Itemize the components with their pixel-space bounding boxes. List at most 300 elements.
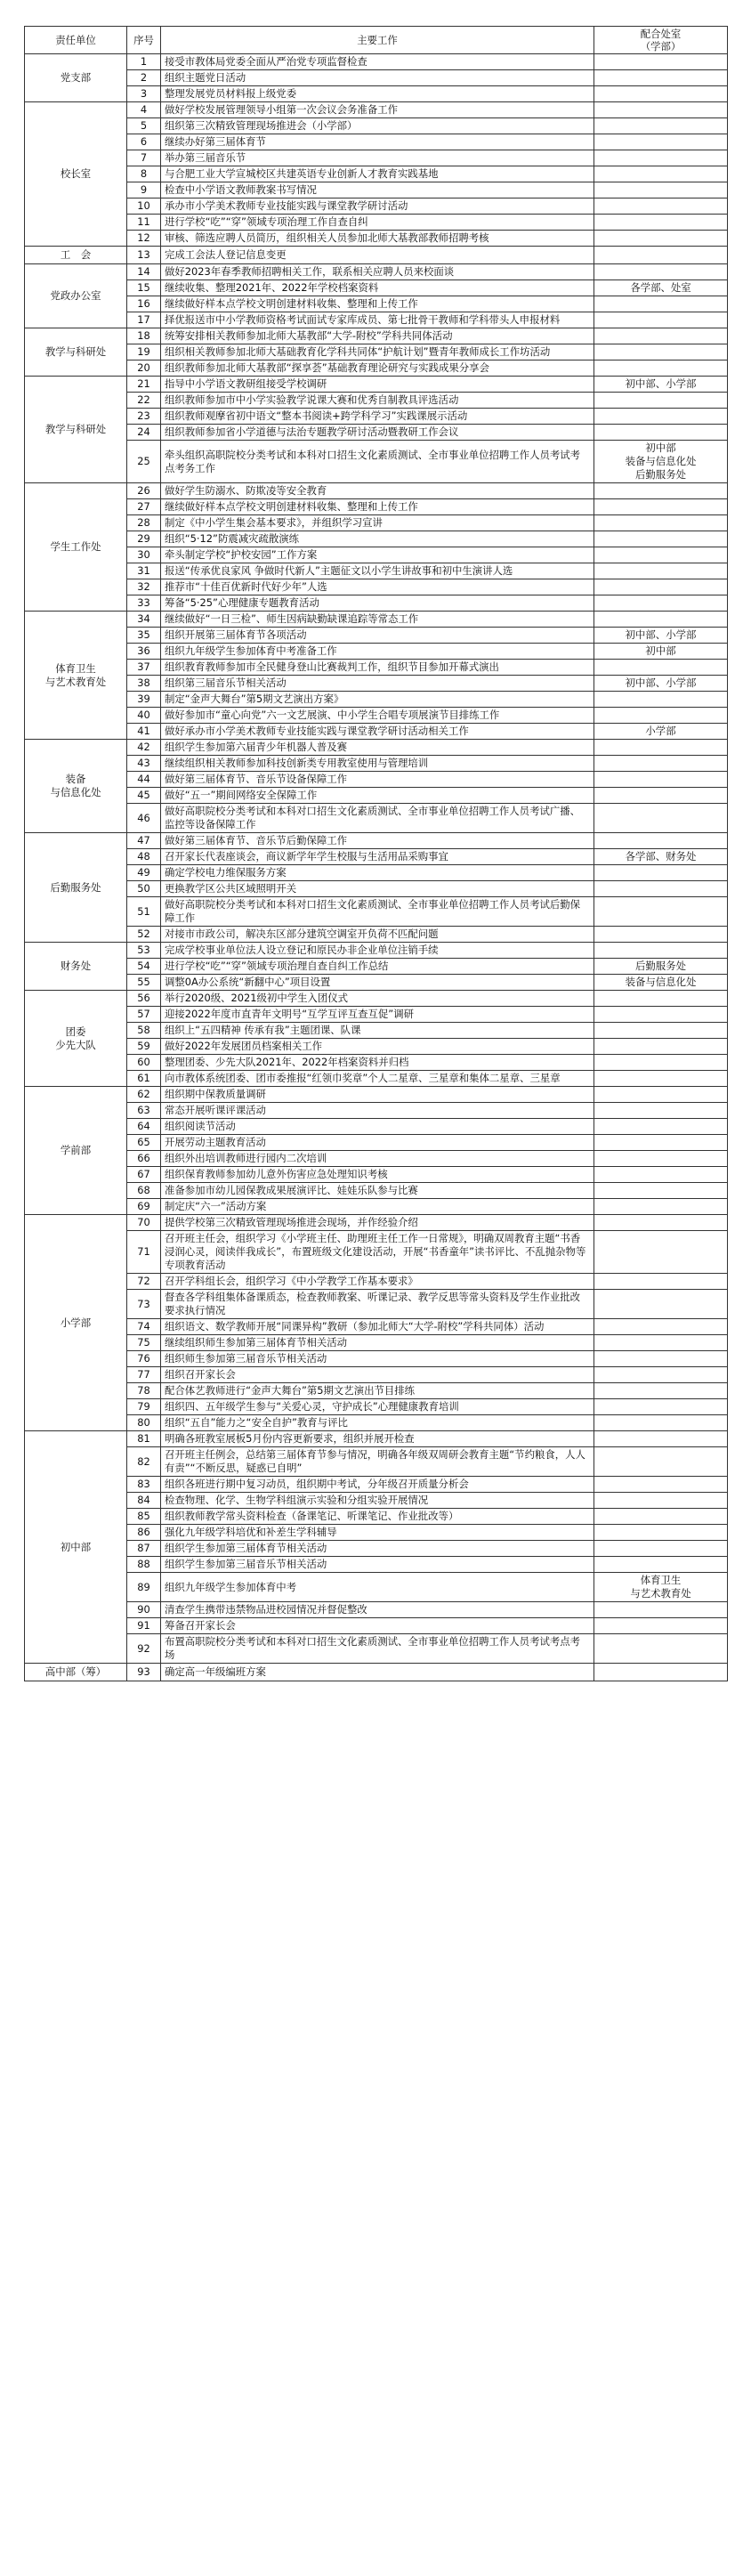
work-item: 组织九年级学生参加体育中考 (161, 1573, 594, 1602)
row-number: 23 (127, 409, 161, 425)
assist-dept (594, 1007, 728, 1023)
assist-dept (594, 1383, 728, 1399)
header-assist: 配合处室 （学部） (594, 27, 728, 54)
assist-dept (594, 1509, 728, 1525)
work-item: 组织语文、数学教师开展“同课异构”教研（参加北师大“大学-附校”学科共同体）活动 (161, 1319, 594, 1335)
assist-dept: 初中部、小学部 (594, 676, 728, 692)
row-number: 89 (127, 1573, 161, 1602)
work-item: 召开班主任会，组织学习《小学班主任、助理班主任工作一日常规》，明确双周教育主题“书香浸润心灵，阅读伴我成长”，布置班级文化建设活动，开展“书香童年”读书评比、不乱抛杂物等专项教育活动 (161, 1231, 594, 1274)
table-row (25, 708, 728, 724)
row-number: 4 (127, 102, 161, 118)
work-item: 组织教师观摩省初中语文“整本书阅读+跨学科学习”实践课展示活动 (161, 409, 594, 425)
row-number: 22 (127, 393, 161, 409)
work-item: 清查学生携带违禁物品进校园情况并督促整改 (161, 1602, 594, 1618)
table-row (25, 1087, 728, 1103)
work-item: 做好承办市小学美术教师专业技能实践与课堂教学研讨活动相关工作 (161, 724, 594, 740)
row-number: 76 (127, 1351, 161, 1367)
work-item: 督查各学科组集体备课质态，检查教师教案、听课记录、教学反思等常头资料及学生作业批改要求执行情况 (161, 1290, 594, 1319)
assist-dept (594, 247, 728, 264)
table-row (25, 628, 728, 644)
work-item: 做好第三届体育节、音乐节设备保障工作 (161, 772, 594, 788)
row-number: 43 (127, 756, 161, 772)
row-number: 73 (127, 1290, 161, 1319)
assist-dept (594, 1231, 728, 1274)
row-number: 93 (127, 1664, 161, 1681)
assist-dept (594, 1135, 728, 1151)
assist-dept (594, 166, 728, 182)
row-number: 7 (127, 150, 161, 166)
work-item: 与合肥工业大学宣城校区共建英语专业创新人才教育实践基地 (161, 166, 594, 182)
work-item: 制定“金声大舞台”第5期文艺演出方案》 (161, 692, 594, 708)
table-row (25, 1351, 728, 1367)
row-number: 3 (127, 86, 161, 102)
row-number: 92 (127, 1634, 161, 1664)
assist-dept (594, 897, 728, 927)
work-item: 组织“五自”能力之“安全自护”教育与评比 (161, 1415, 594, 1431)
table-row (25, 1431, 728, 1447)
table-row (25, 1151, 728, 1167)
row-number: 82 (127, 1447, 161, 1477)
table-row (25, 547, 728, 563)
table-row (25, 1415, 728, 1431)
table-row (25, 1231, 728, 1274)
table-row (25, 247, 728, 264)
row-number: 62 (127, 1087, 161, 1103)
row-number: 83 (127, 1477, 161, 1493)
table-row (25, 1664, 728, 1681)
row-number: 26 (127, 483, 161, 499)
table-row (25, 833, 728, 849)
work-item: 做好“五一”期间网络安全保障工作 (161, 788, 594, 804)
table-row (25, 118, 728, 134)
assist-dept (594, 134, 728, 150)
table-row (25, 328, 728, 344)
assist-dept (594, 1274, 728, 1290)
row-number: 51 (127, 897, 161, 927)
work-item: 整理发展党员材料报上级党委 (161, 86, 594, 102)
work-item: 继续做好样本点学校文明创建材料收集、整理和上传工作 (161, 296, 594, 312)
work-item: 推荐市“十佳百优新时代好少年”人选 (161, 579, 594, 595)
table-body (25, 54, 728, 1681)
table-row (25, 579, 728, 595)
assist-dept (594, 833, 728, 849)
row-number: 9 (127, 182, 161, 198)
assist-dept (594, 756, 728, 772)
assist-dept (594, 328, 728, 344)
row-number: 14 (127, 264, 161, 280)
row-number: 78 (127, 1383, 161, 1399)
table-row (25, 1383, 728, 1399)
table-row (25, 393, 728, 409)
assist-dept (594, 1039, 728, 1055)
assist-dept (594, 692, 728, 708)
work-item: 确定学校电力维保服务方案 (161, 865, 594, 881)
row-number: 55 (127, 975, 161, 991)
work-item: 组织教师教学常头资料检查（备课笔记、听课笔记、作业批改等） (161, 1509, 594, 1525)
assist-dept (594, 595, 728, 612)
assist-dept (594, 1071, 728, 1087)
unit-cell: 团委 少先大队 (25, 991, 127, 1087)
table-row (25, 1071, 728, 1087)
work-item: 明确各班教室展板5月份内容更新要求，组织并展开检查 (161, 1431, 594, 1447)
table-row (25, 360, 728, 377)
assist-dept (594, 312, 728, 328)
assist-dept (594, 182, 728, 198)
assist-dept (594, 296, 728, 312)
assist-dept (594, 1525, 728, 1541)
table-row (25, 198, 728, 215)
work-item: 向市教体系统团委、团市委推报“红领巾奖章”个人二星章、三星章和集体二星章、三星章 (161, 1071, 594, 1087)
table-row (25, 515, 728, 531)
row-number: 39 (127, 692, 161, 708)
work-item: 做好学校发展管理领导小组第一次会议会务准备工作 (161, 102, 594, 118)
row-number: 27 (127, 499, 161, 515)
table-row (25, 1103, 728, 1119)
table-row (25, 772, 728, 788)
row-number: 71 (127, 1231, 161, 1274)
row-number: 25 (127, 441, 161, 483)
assist-dept (594, 881, 728, 897)
unit-cell: 高中部（筹） (25, 1664, 127, 1681)
row-number: 8 (127, 166, 161, 182)
table-row (25, 1399, 728, 1415)
work-item: 做好2022年发展团员档案相关工作 (161, 1039, 594, 1055)
work-item: 做好高职院校分类考试和本科对口招生文化素质测试、全市事业单位招聘工作人员考试广播、监控等设备保障工作 (161, 804, 594, 833)
assist-dept (594, 788, 728, 804)
row-number: 31 (127, 563, 161, 579)
work-item: 迎接2022年度市直青年文明号“互学互评互查互促”调研 (161, 1007, 594, 1023)
work-item: 组织第三次精致管理现场推进会（小学部） (161, 118, 594, 134)
work-item: 提供学校第三次精致管理现场推进会现场，并作经验介绍 (161, 1215, 594, 1231)
table-row (25, 1039, 728, 1055)
table-row (25, 150, 728, 166)
assist-dept (594, 1055, 728, 1071)
assist-dept (594, 515, 728, 531)
work-item: 进行学校“吃”“穿”领域专项治理自查自纠工作总结 (161, 959, 594, 975)
work-item: 继续做好样本点学校文明创建材料收集、整理和上传工作 (161, 499, 594, 515)
row-number: 84 (127, 1493, 161, 1509)
table-row (25, 531, 728, 547)
row-number: 56 (127, 991, 161, 1007)
assist-dept: 初中部、小学部 (594, 628, 728, 644)
header-num: 序号 (127, 27, 161, 54)
row-number: 63 (127, 1103, 161, 1119)
row-number: 6 (127, 134, 161, 150)
assist-dept (594, 150, 728, 166)
row-number: 88 (127, 1557, 161, 1573)
table-row (25, 1447, 728, 1477)
assist-dept (594, 1367, 728, 1383)
work-item: 做好2023年春季教师招聘相关工作，联系相关应聘人员来校面谈 (161, 264, 594, 280)
table-row (25, 1602, 728, 1618)
row-number: 13 (127, 247, 161, 264)
work-item: 做好第三届体育节、音乐节后勤保障工作 (161, 833, 594, 849)
work-item: 组织学生参加第三届音乐节相关活动 (161, 1557, 594, 1573)
row-number: 11 (127, 215, 161, 231)
row-number: 77 (127, 1367, 161, 1383)
unit-cell: 小学部 (25, 1215, 127, 1431)
assist-dept (594, 54, 728, 70)
row-number: 57 (127, 1007, 161, 1023)
table-row (25, 756, 728, 772)
work-item: 检查物理、化学、生物学科组演示实验和分组实验开展情况 (161, 1493, 594, 1509)
assist-dept (594, 1602, 728, 1618)
row-number: 32 (127, 579, 161, 595)
work-item: 继续做好“一日三检”、师生因病缺勤缺课追踪等常态工作 (161, 612, 594, 628)
work-item: 做好参加市“童心向党”六一文艺展演、中小学生合唱专项展演节目排练工作 (161, 708, 594, 724)
assist-dept (594, 1119, 728, 1135)
assist-dept (594, 943, 728, 959)
work-item: 制定《中小学生集会基本要求》，并组织学习宣讲 (161, 515, 594, 531)
assist-dept (594, 1199, 728, 1215)
table-row (25, 312, 728, 328)
assist-dept (594, 344, 728, 360)
row-number: 12 (127, 231, 161, 247)
row-number: 42 (127, 740, 161, 756)
unit-cell: 教学与科研处 (25, 328, 127, 377)
assist-dept (594, 660, 728, 676)
row-number: 68 (127, 1183, 161, 1199)
work-item: 继续组织师生参加第三届体育节相关活动 (161, 1335, 594, 1351)
table-row (25, 264, 728, 280)
assist-dept (594, 215, 728, 231)
table-row (25, 1634, 728, 1664)
assist-dept (594, 360, 728, 377)
table-row (25, 441, 728, 483)
table-header-row (25, 27, 728, 54)
work-item: 组织教师参加市中小学实验教学说课大赛和优秀自制教具评选活动 (161, 393, 594, 409)
table-row (25, 409, 728, 425)
row-number: 70 (127, 1215, 161, 1231)
work-item: 择优报送市中小学教师资格考试面试专家库成员、第七批骨干教师和学科带头人申报材料 (161, 312, 594, 328)
assist-dept (594, 425, 728, 441)
assist-dept (594, 547, 728, 563)
work-item: 牵头组织高职院校分类考试和本科对口招生文化素质测试、全市事业单位招聘工作人员考试考点考务工作 (161, 441, 594, 483)
assist-dept (594, 991, 728, 1007)
work-item: 组织教师参加北师大基教部“探享荟”基础教育理论研究与实践成果分享会 (161, 360, 594, 377)
unit-cell: 体育卫生 与艺术教育处 (25, 612, 127, 740)
work-item: 完成工会法人登记信息变更 (161, 247, 594, 264)
table-row (25, 102, 728, 118)
work-item: 报送“传承优良家风 争做时代新人”主题征文以小学生讲故事和初中生演讲人选 (161, 563, 594, 579)
row-number: 28 (127, 515, 161, 531)
table-row (25, 897, 728, 927)
work-item: 组织保育教师参加幼儿意外伤害应急处理知识考核 (161, 1167, 594, 1183)
table-row (25, 1335, 728, 1351)
work-item: 准备参加市幼儿园保教成果展演评比、娃娃乐队参与比赛 (161, 1183, 594, 1199)
assist-dept (594, 264, 728, 280)
work-plan-table (24, 26, 728, 1681)
work-item: 完成学校事业单位法人设立登记和原民办非企业单位注销手续 (161, 943, 594, 959)
assist-dept (594, 1477, 728, 1493)
table-row (25, 881, 728, 897)
header-unit: 责任单位 (25, 27, 127, 54)
table-row (25, 804, 728, 833)
assist-dept (594, 1431, 728, 1447)
work-item: 组织九年级学生参加体育中考准备工作 (161, 644, 594, 660)
assist-dept (594, 1183, 728, 1199)
table-row (25, 595, 728, 612)
table-row (25, 483, 728, 499)
work-item: 召开家长代表座谈会，商议新学年学生校服与生活用品采购事宜 (161, 849, 594, 865)
assist-dept (594, 927, 728, 943)
row-number: 10 (127, 198, 161, 215)
table-row (25, 1007, 728, 1023)
work-item: 组织各班进行期中复习动员，组织期中考试，分年级召开质量分析会 (161, 1477, 594, 1493)
row-number: 65 (127, 1135, 161, 1151)
table-row (25, 1367, 728, 1383)
work-item: 组织学生参加第三届体育节相关活动 (161, 1541, 594, 1557)
row-number: 85 (127, 1509, 161, 1525)
table-row (25, 1135, 728, 1151)
assist-dept (594, 531, 728, 547)
table-row (25, 1290, 728, 1319)
table-row (25, 975, 728, 991)
table-row (25, 1557, 728, 1573)
unit-cell: 党支部 (25, 54, 127, 102)
table-row (25, 182, 728, 198)
work-item: 承办市小学美术教师专业技能实践与课堂教学研讨活动 (161, 198, 594, 215)
assist-dept (594, 102, 728, 118)
assist-dept (594, 1023, 728, 1039)
assist-dept (594, 1664, 728, 1681)
work-item: 组织“5·12”防震减灾疏散演练 (161, 531, 594, 547)
row-number: 18 (127, 328, 161, 344)
work-item: 组织阅读节活动 (161, 1119, 594, 1135)
assist-dept (594, 1335, 728, 1351)
row-number: 53 (127, 943, 161, 959)
work-item: 确定高一年级编班方案 (161, 1664, 594, 1681)
assist-dept: 各学部、财务处 (594, 849, 728, 865)
assist-dept (594, 708, 728, 724)
row-number: 72 (127, 1274, 161, 1290)
assist-dept (594, 409, 728, 425)
assist-dept: 各学部、处室 (594, 280, 728, 296)
row-number: 66 (127, 1151, 161, 1167)
table-row (25, 1167, 728, 1183)
row-number: 44 (127, 772, 161, 788)
table-row (25, 1573, 728, 1602)
table-row (25, 1541, 728, 1557)
work-item: 布置高职院校分类考试和本科对口招生文化素质测试、全市事业单位招聘工作人员考试考点考场 (161, 1634, 594, 1664)
assist-dept (594, 579, 728, 595)
assist-dept: 装备与信息化处 (594, 975, 728, 991)
assist-dept: 体育卫生 与艺术教育处 (594, 1573, 728, 1602)
work-item: 组织第三届音乐节相关活动 (161, 676, 594, 692)
table-row (25, 425, 728, 441)
row-number: 29 (127, 531, 161, 547)
table-row (25, 991, 728, 1007)
row-number: 30 (127, 547, 161, 563)
assist-dept (594, 804, 728, 833)
assist-dept (594, 1103, 728, 1119)
assist-dept (594, 1087, 728, 1103)
work-item: 组织师生参加第三届音乐节相关活动 (161, 1351, 594, 1367)
assist-dept (594, 1319, 728, 1335)
row-number: 50 (127, 881, 161, 897)
assist-dept (594, 1618, 728, 1634)
row-number: 20 (127, 360, 161, 377)
row-number: 86 (127, 1525, 161, 1541)
assist-dept (594, 231, 728, 247)
table-row (25, 788, 728, 804)
row-number: 80 (127, 1415, 161, 1431)
row-number: 75 (127, 1335, 161, 1351)
table-row (25, 660, 728, 676)
assist-dept (594, 393, 728, 409)
row-number: 81 (127, 1431, 161, 1447)
assist-dept (594, 1415, 728, 1431)
work-item: 组织期中保教质量调研 (161, 1087, 594, 1103)
work-item: 组织相关教师参加北师大基础教育化学科共同体“护航计划”暨青年教师成长工作坊活动 (161, 344, 594, 360)
table-row (25, 865, 728, 881)
row-number: 33 (127, 595, 161, 612)
assist-dept (594, 772, 728, 788)
row-number: 58 (127, 1023, 161, 1039)
row-number: 49 (127, 865, 161, 881)
row-number: 47 (127, 833, 161, 849)
table-row (25, 563, 728, 579)
work-item: 筹备召开家长会 (161, 1618, 594, 1634)
row-number: 46 (127, 804, 161, 833)
assist-dept (594, 740, 728, 756)
work-item: 检查中小学语文教师教案书写情况 (161, 182, 594, 198)
row-number: 91 (127, 1618, 161, 1634)
row-number: 15 (127, 280, 161, 296)
row-number: 36 (127, 644, 161, 660)
work-item: 开展劳动主题教育活动 (161, 1135, 594, 1151)
work-item: 召开学科组长会，组织学习《中小学教学工作基本要求》 (161, 1274, 594, 1290)
row-number: 64 (127, 1119, 161, 1135)
row-number: 69 (127, 1199, 161, 1215)
work-item: 制定庆“六一”活动方案 (161, 1199, 594, 1215)
table-row (25, 644, 728, 660)
assist-dept (594, 483, 728, 499)
table-row (25, 215, 728, 231)
row-number: 90 (127, 1602, 161, 1618)
table-row (25, 959, 728, 975)
assist-dept: 初中部 (594, 644, 728, 660)
row-number: 74 (127, 1319, 161, 1335)
work-item: 进行学校“吃”“穿”领域专项治理工作自查自纠 (161, 215, 594, 231)
work-item: 组织主题党日活动 (161, 70, 594, 86)
table-row (25, 1509, 728, 1525)
row-number: 67 (127, 1167, 161, 1183)
table-row (25, 1493, 728, 1509)
unit-cell: 后勤服务处 (25, 833, 127, 943)
table-row (25, 927, 728, 943)
unit-cell: 学前部 (25, 1087, 127, 1215)
table-row (25, 70, 728, 86)
assist-dept (594, 1215, 728, 1231)
work-item: 组织四、五年级学生参与“关爱心灵，守护成长”心理健康教育培训 (161, 1399, 594, 1415)
row-number: 59 (127, 1039, 161, 1055)
table-row (25, 724, 728, 740)
assist-dept (594, 563, 728, 579)
assist-dept (594, 1541, 728, 1557)
row-number: 52 (127, 927, 161, 943)
unit-cell: 初中部 (25, 1431, 127, 1664)
row-number: 37 (127, 660, 161, 676)
work-item: 更换教学区公共区域照明开关 (161, 881, 594, 897)
row-number: 87 (127, 1541, 161, 1557)
table-row (25, 943, 728, 959)
unit-cell: 装备 与信息化处 (25, 740, 127, 833)
table-row (25, 54, 728, 70)
table-row (25, 231, 728, 247)
assist-dept (594, 1493, 728, 1509)
row-number: 35 (127, 628, 161, 644)
